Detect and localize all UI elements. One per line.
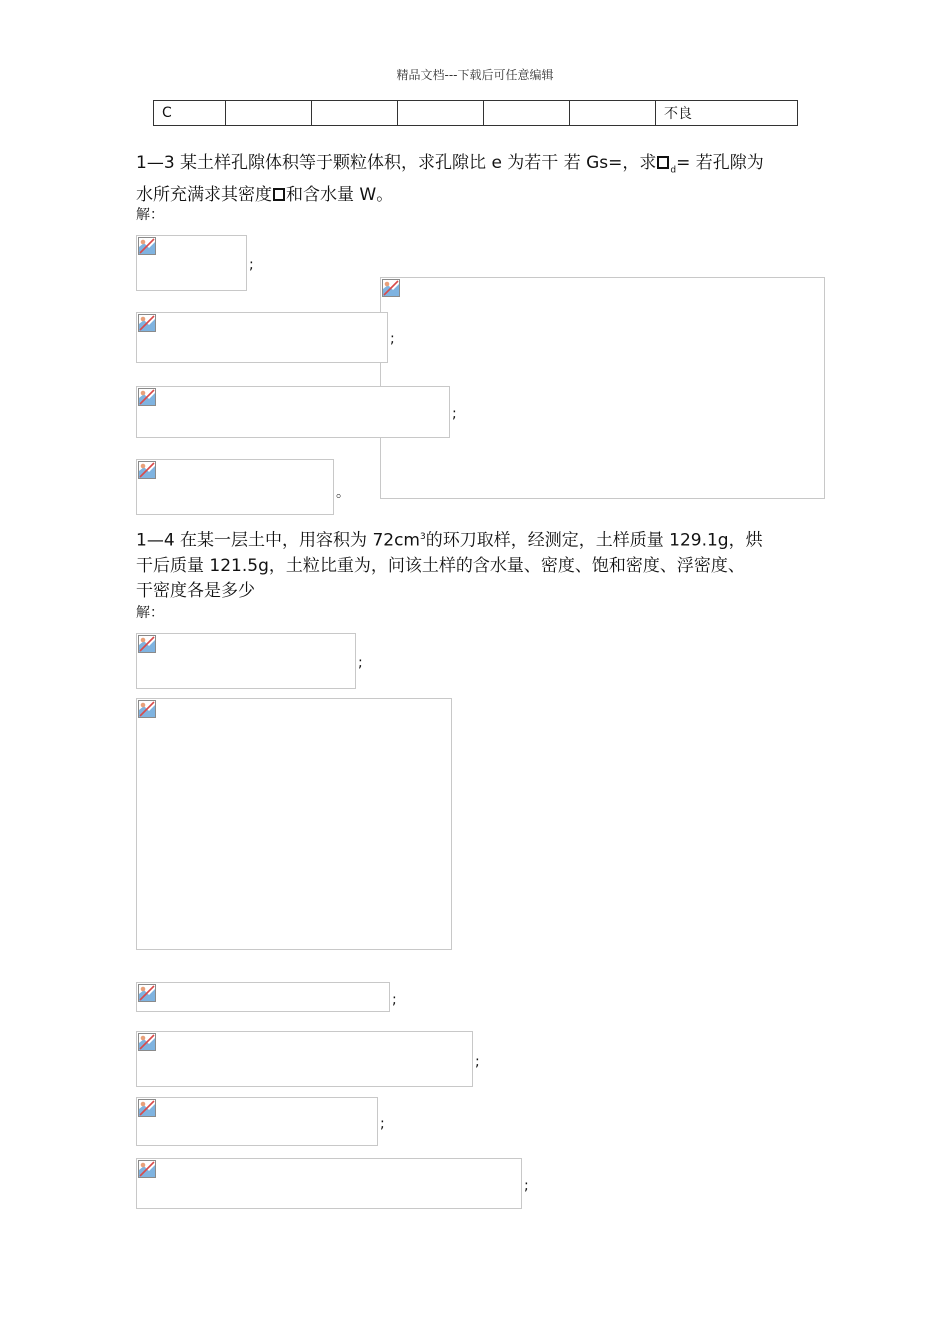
broken-image-icon	[138, 1033, 156, 1051]
broken-image-icon	[138, 700, 156, 718]
solution-label: 解：	[136, 605, 164, 621]
question-1-4-text	[136, 525, 826, 604]
formula-punctuation: ;	[524, 1178, 529, 1194]
table-cell	[398, 101, 484, 126]
formula-punctuation: 。	[336, 485, 350, 501]
missing-symbol-box	[273, 188, 285, 201]
question-1-3-line1: 1—3 某土样孔隙体积等于颗粒体积，求孔隙比 e 为若干 若 Gs=，求 $_d$= 若孔隙为	[136, 153, 764, 176]
broken-image-icon	[138, 314, 156, 332]
formula-punctuation: ;	[390, 331, 395, 347]
table-cell	[484, 101, 570, 126]
formula-punctuation: ;	[452, 406, 457, 422]
table-row	[154, 101, 798, 126]
formula-image	[136, 386, 450, 438]
formula-image	[136, 982, 390, 1012]
broken-image-icon	[138, 984, 156, 1002]
formula-punctuation: ;	[475, 1054, 480, 1070]
broken-image-icon	[138, 388, 156, 406]
formula-image	[136, 235, 247, 291]
table-cell	[570, 101, 656, 126]
table-cell	[226, 101, 312, 126]
broken-image-icon	[138, 1160, 156, 1178]
formula-image	[136, 1097, 378, 1146]
broken-image-icon	[138, 461, 156, 479]
page-header: 精品文档---下载后可任意编辑	[396, 68, 554, 82]
broken-image-icon	[138, 635, 156, 653]
question-1-4-line1: 1—4 在某一层土中，用容积为 $72cm^3$的环刀取样，经测定，土样质量 129.1g，烘	[136, 530, 763, 551]
formula-punctuation: ;	[358, 655, 363, 671]
formula-image	[136, 1158, 522, 1209]
formula-image	[136, 312, 388, 363]
broken-image-icon	[382, 279, 400, 297]
diagram-image	[136, 698, 452, 950]
question-1-4-line2: 干后质量 121.5g，土粒比重为，问该土样的含水量、密度、饱和密度、浮密度、	[136, 555, 745, 576]
solution-label: 解：	[136, 207, 164, 223]
grade-table-row	[153, 100, 798, 126]
missing-symbol-box	[657, 156, 669, 169]
table-cell: C	[154, 101, 226, 126]
table-cell	[312, 101, 398, 126]
question-1-4-line3: 干密度各是多少	[136, 580, 255, 601]
formula-punctuation: ;	[249, 257, 254, 273]
formula-punctuation: ;	[392, 992, 397, 1008]
formula-image	[136, 1031, 473, 1087]
formula-image	[136, 633, 356, 689]
formula-punctuation: ;	[380, 1116, 385, 1132]
table-cell: 不良	[656, 101, 798, 126]
question-1-3-line2: 水所充满求其密度 和含水量 W。	[136, 185, 394, 206]
broken-image-icon	[138, 237, 156, 255]
broken-image-icon	[138, 1099, 156, 1117]
question-1-3-text	[136, 151, 826, 208]
formula-image	[136, 459, 334, 515]
